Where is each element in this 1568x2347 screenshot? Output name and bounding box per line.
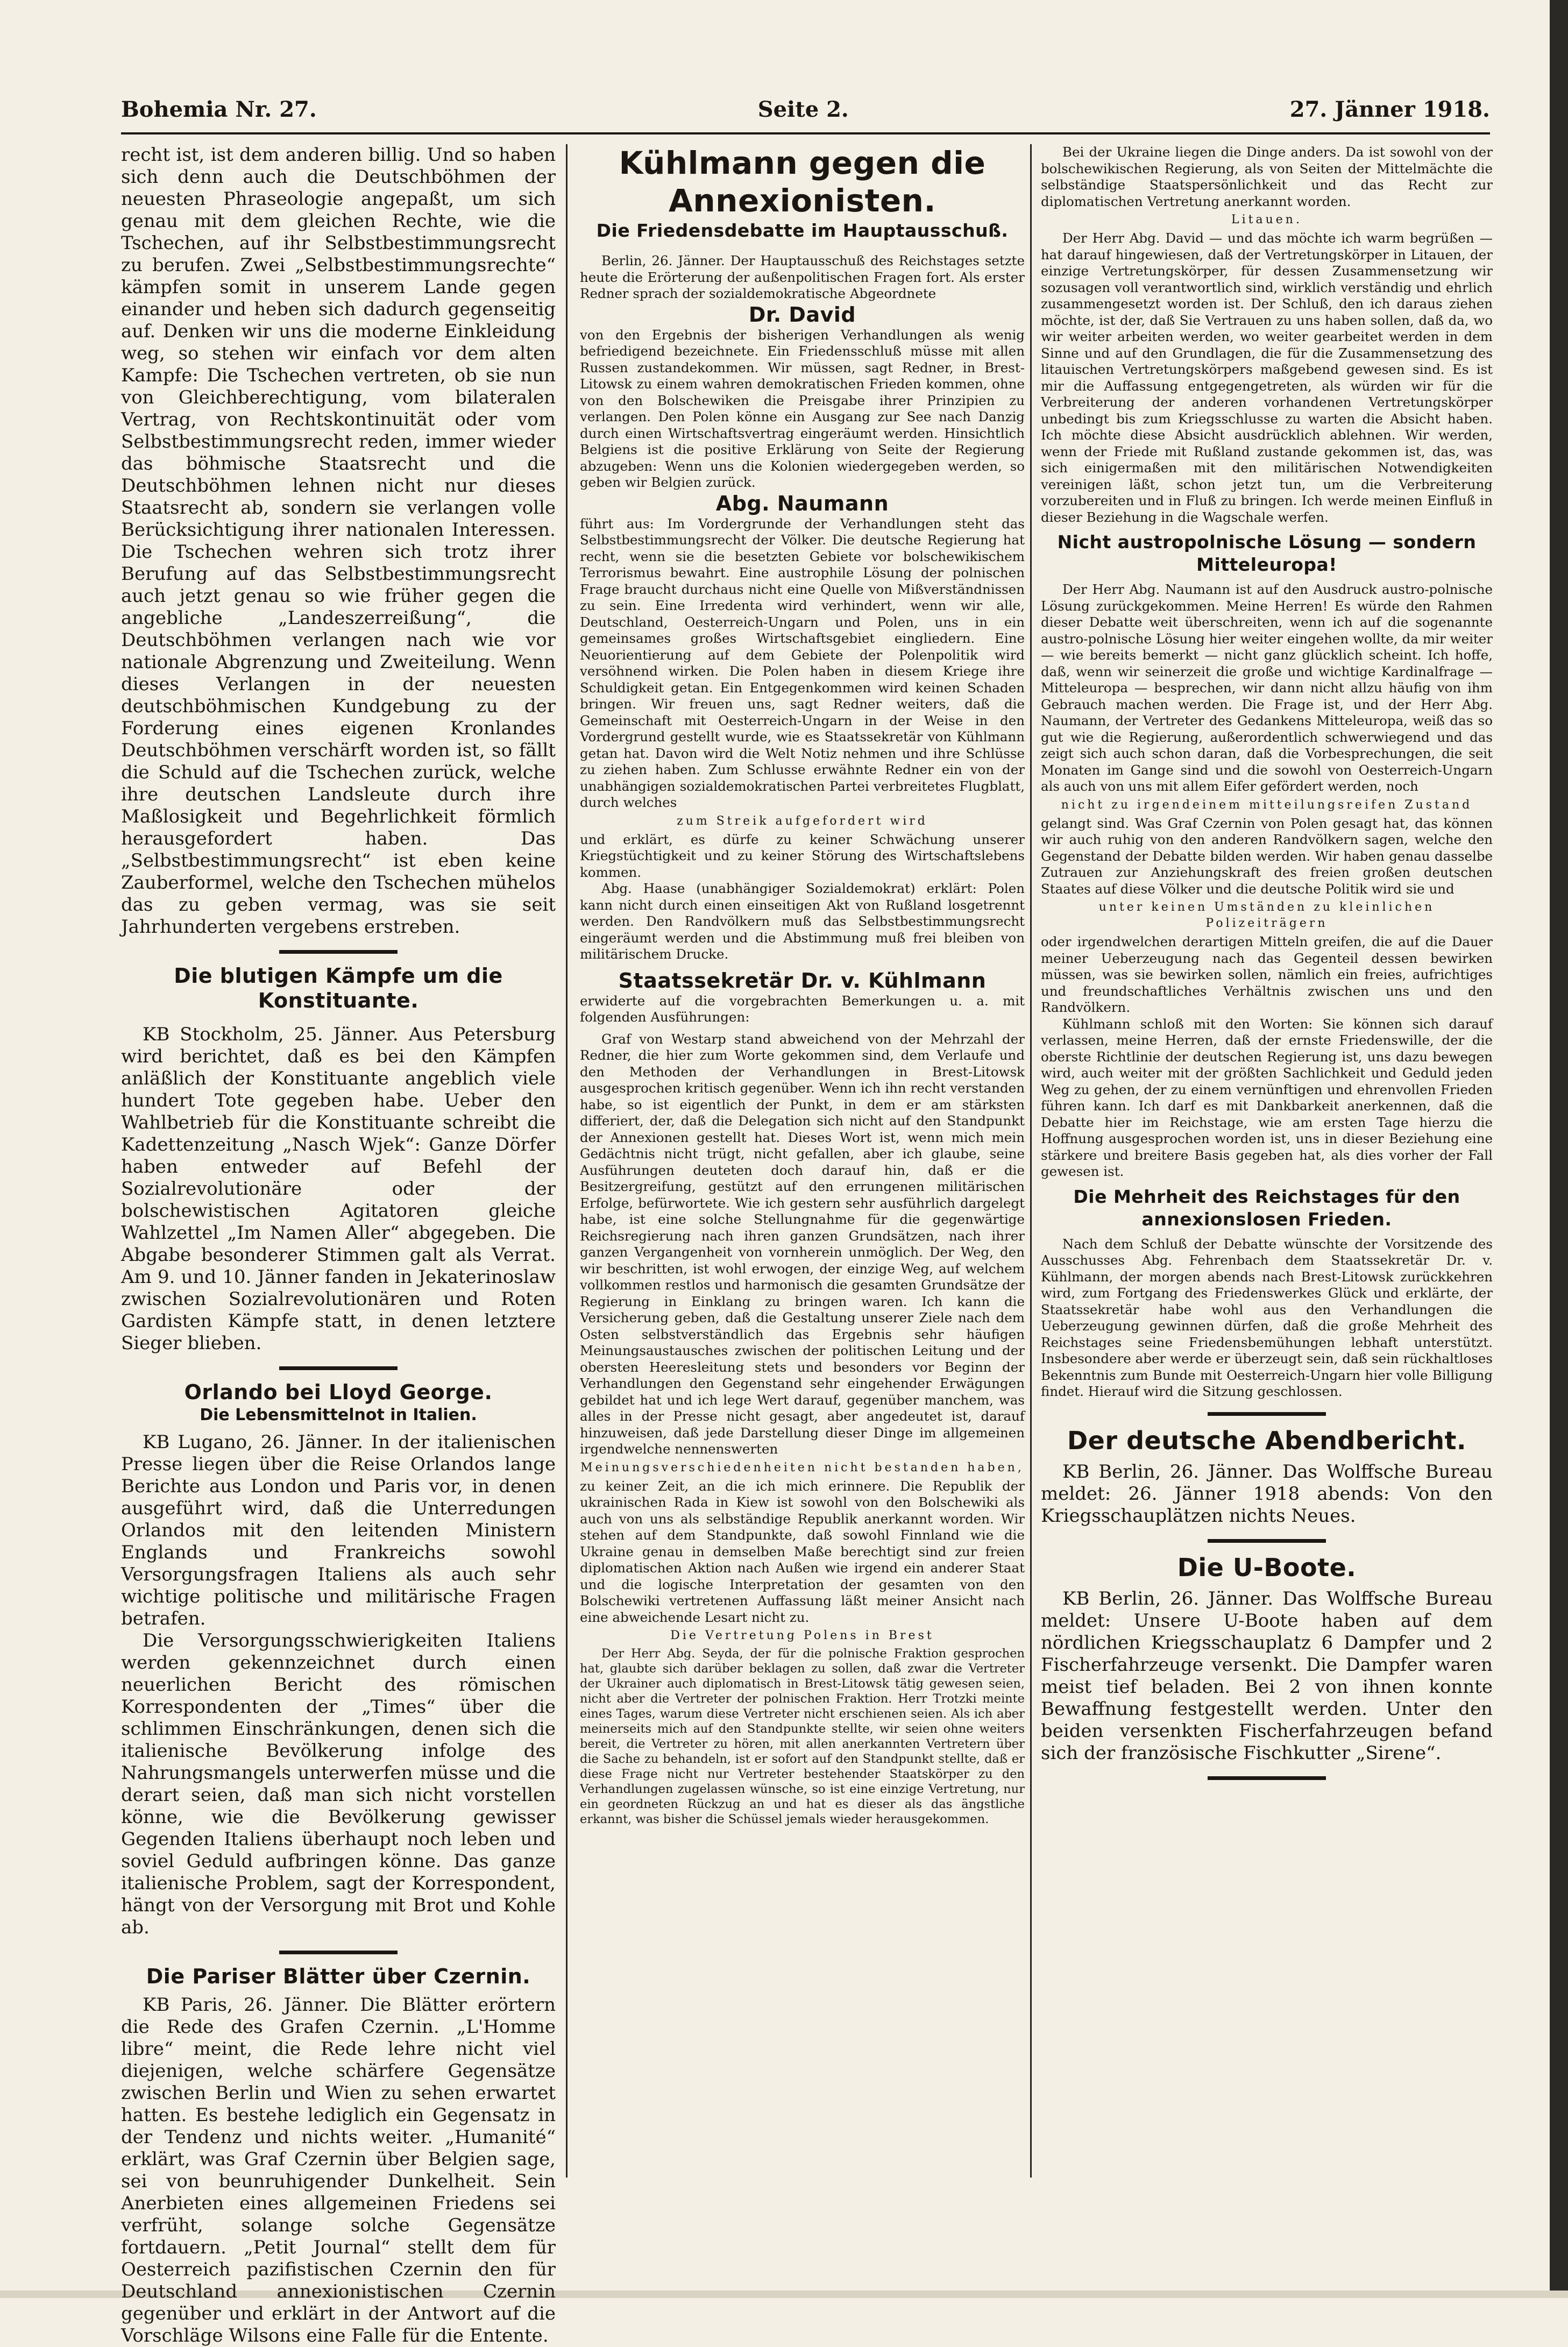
article-text: KB Lugano, 26. Jänner. In der italienischen Presse liegen über die Reise Orlandos lange Berichte aus London und Paris vor, in denen ausgeführt wird, daß die Unterredungen Orlandos mit den leitenden Ministern Englands und Frankreichs sowohl Versorgungsfragen Italiens als auch sehr wichtige politische und militärische Fragen betrafen. (121, 1431, 556, 1629)
section-subheading: Die Vertretung Polens in Brest (670, 1629, 934, 1642)
article-text: Kühlmann schloß mit den Worten: Sie können sich darauf verlassen, meine Herren, daß der ernste Friedenswille, der die oberste Richtlinie der deutschen Regierung ist, uns dazu bewegen wird, auch weiter mit der größten Sachlichkeit und Geduld jeden Weg zu gehen, der zu einem vernünftigen und ehrenvollen Frieden führen kann. Ich darf es mit Dankbarkeit anerkennen, daß die Debatte hier im Reichstage, wie am ersten Tage hierzu die Hoffnung ausgesprochen worden ist, uns in dieser Beziehung eine stärkere und breitere Basis gegeben hat, als dies vorher der Fall gewesen ist. (1041, 1016, 1493, 1179)
spaced-emphasis: unter keinen Umständen zu kleinlichen Polizeiträgern (1098, 900, 1435, 930)
article-text: erwiderte auf die vorgebrachten Bemerkungen u. a. mit folgenden Ausführungen: (580, 992, 1025, 1025)
article-text: führt aus: Im Vordergrunde der Verhandlungen steht das Selbstbestimmungsrecht der Völker. Die deutsche Regierung hat recht, wenn sie die besetzten Gebiete vor bolschewikischem Terrorismus bewahrt. Eine austrophile Lösung der polnischen Frage braucht durchaus nicht eine Quelle von Mißverständnissen zu sein. Eine Irredenta wird verhindert, wenn wir alle, Deutschland, Oesterreich-Ungarn und Polen, uns in ein gemeinsames großes Wirtschaftsgebiet eingliedern. Eine Neuorientierung auf dem Gebiete der Polenpolitik wird versöhnend wirken. Die Polen haben in diesem Kriege ihre Schuldigkeit getan. Ein Entgegenkommen wird keinen Schaden bringen. Wir freuen uns, sagt Redner weiters, daß die Gemeinschaft mit Oesterreich-Ungarn in der Weise in den Vordergrund gestellt wurde, wie es Staatssekretär von Kühlmann getan hat. Davon wird die Welt Notiz nehmen und ihre Schlüsse zu ziehen haben. Zum Schlusse erwähnte Redner ein von der unabhängigen sozialdemokratischen Partei verbreitetes Flugblatt, durch welches (580, 515, 1025, 810)
article-text: KB Berlin, 26. Jänner. Das Wolffsche Bureau meldet: Unsere U-Boote haben auf dem nördlichen Kriegsschauplatz 6 Dampfer und 2 Fischerfahrzeuge versenkt. Die Dampfer waren meist tief beladen. Bei 2 von ihnen konnte Bewaffnung festgestellt werden. Unter den beiden versenkten Fischerfahrzeugen befand sich der französische Fischkutter „Sirene“. (1041, 1587, 1493, 1764)
article-text: zu keiner Zeit, an die ich mich erinnere. Die Republik der ukrainischen Rada in Kiew ist sowohl von den Bolschewiki als auch von uns als selbständige Republik anerkannt worden. Wir stehen auf dem Standpunkte, daß sowohl Finnland wie die Ukraine genau in demselben Maße berechtigt sind zur freien diplomatischen Aktion nach Außen wie irgend ein anderer Staat und die logische Interpretation der gesamten von den Bolschewiki vertretenen Auffassung läßt meiner Ansicht nach eine abweichende Lesart nicht zu. (580, 1478, 1025, 1625)
headline-mitteleuropa: Nicht austropolnische Lösung — sondern Mitteleuropa! (1057, 531, 1477, 575)
article-text: Graf von Westarp stand abweichend von der Mehrzahl der Redner, die hier zum Worte gekommen sind, dem Verlaufe und den Methoden der Verhandlungen in Brest-Litowsk ausgesprochen kritisch gegenüber. Wenn ich ihn recht verstanden habe, so ist eigentlich der Punkt, in dem er am stärksten differiert, der, daß die Delegation sich nicht auf den Standpunkt der Annexionen gestellt hat. Dieses Wort ist, wenn mich mein Gedächtnis nicht trügt, nicht gefallen, aber ich glaube, seine Ausführungen deuteten doch darauf hin, daß er die Besitzergreifung, gestützt auf den errungenen militärischen Erfolge, befürwortete. Wie ich gestern sehr ausführlich dargelegt habe, ist eine solche Stellungnahme für die gegenwärtige Reichsregierung nach ihren ganzen Grundsätzen, nach ihrer ganzen Vergangenheit von vornherein unmöglich. Der Weg, den wir beschritten, ist wohl erwogen, der einzige Weg, auf welchem vollkommen restlos und harmonisch die gesamten Grundsätze der Regierung in Einklang zu bringen waren. Ich kann die Versicherung geben, daß die Gestaltung unserer Ziele nach dem Osten selbstverständlich das Ergebnis sehr häufigen Meinungsaustausches zwischen der politischen Leitung und der obersten Heeresleitung stets und besonders vor Beginn der Verhandlungen den Gegenstand sehr eingehender Erwägungen gebildet hat und ich lege Wert darauf, gegenüber manchem, was alles in der Presse nicht gesagt, aber angedeutet ist, darauf hinzuweisen, daß jede Darstellung dieser Dinge im allgemeinen irgendwelche nennenswerten (580, 1031, 1025, 1457)
spaced-emphasis: nicht zu irgendeinem mitteilungsreifen Zustand (1061, 798, 1473, 812)
article-lead: Berlin, 26. Jänner. Der Hauptausschuß des Reichstages setzte heute die Erörterung der außenpolitischen Fragen fort. Als erster Redner sprach der sozialdemokratische Abgeordnete (580, 253, 1025, 301)
article-text: Der Herr Abg. David — und das möchte ich warm begrüßen — hat darauf hingewiesen, daß der Vertretungskörper in Litauen, der einzige Vertretungskörper, für dessen Zusammensetzung wir sozusagen voll verantwortlich sind, wirklich verständig und ehrlich zusammengesetzt worden ist. Der Schluß, den ich daraus ziehen möchte, ist der, daß Sie Vertrauen zu uns haben sollen, daß da, wo wir weiter arbeiten werden, wo weiter gearbeitet werden in dem Sinne und auf den Grundlagen, die für die Zusammensetzung des litauischen Vertretungskörpers maßgebend gewesen sind. Es ist mir die Auffassung entgegengetreten, als würden wir für die Verbreiterung der anderen vorhandenen Vertretungskörper unbedingt bis zum Kriegsschlusse zu warten die Absicht haben. Ich möchte diese Absicht ausdrücklich ablehnen. Wir werden, wenn der Friede mit Rußland zustande gekommen ist, das, was sich einigermaßen mit den militärischen Notwendigkeiten vereinigen läßt, schon jetzt tun, um die Verbreiterung vorzubereiten und in Fluß zu bringen. Ich werde meinen Einfluß in dieser Beziehung in die Wagschale werfen. (1041, 230, 1493, 525)
headline-mehrheit: Die Mehrheit des Reichstages für den annexionslosen Frieden. (1073, 1186, 1460, 1230)
article-text: Bei der Ukraine liegen die Dinge anders. Da ist sowohl von der bolschewikischen Regierung, als von Seiten der Mittelmächte die selbständige Staatspersönlichkeit und das Recht zur diplomatischen Vertretung anerkannt worden. (1041, 144, 1493, 209)
article-text: recht ist, ist dem anderen billig. Und so haben sich denn auch die Deutschböhmen der neuesten Phraseologie angepaßt, um sich genau mit dem gleichen Rechte, wie die Tschechen, auf ihr Selbstbestimmungsrecht zu berufen. Zwei „Selbstbestimmungsrechte“ kämpfen somit in unserem Lande gegen einander und heben sich dadurch gegenseitig auf. Denken wir uns die moderne Einkleidung weg, so stehen wir einfach vor dem alten Kampfe: Die Tschechen vertreten, ob sie nun von Gleichberechtigung, vom bilateralen Vertrag, von Rechtskontinuität oder vom Selbstbestimmungsrecht reden, immer wieder das böhmische Staatsrecht und die Deutschböhmen lehnen nicht nur dieses Staatsrecht ab, sondern sie verlangen volle Berücksichtigung ihrer nationalen Interessen. Die Tschechen wehren sich trotz ihrer Berufung auf das Selbstbestimmungsrecht auch jetzt genau so wie früher gegen die angebliche „Landeszerreißung“, die Deutschböhmen verlangen nach wie vor nationale Abgrenzung und Zweiteilung. Wenn dieses Verlangen in der neuesten deutschböhmischen Kundgebung zu der Forderung eines eigenen Kronlandes Deutschböhmen verschärft worden ist, so fällt die Schuld auf die Tschechen zurück, welche ihre deutschen Landsleute durch ihre Maßlosigkeit und Begehrlichkeit förmlich herausgefordert haben. Das „Selbstbestimmungsrecht“ ist eben keine Zauberformel, welche den Tschechen mühelos das zu geben vermag, was sie seit Jahrhunderten vergebens erstreben. (121, 144, 556, 938)
article-text: Die Versorgungsschwierigkeiten Italiens werden gekennzeichnet durch einen neuerlichen Bericht des römischen Korrespondenten der „Times“ über die schlimmen Einschränkungen, denen sich die italienische Bevölkerung infolge des Nahrungsmangels unterwerfen müsse und die derart seien, daß man sich nicht vorstellen könne, wie die Bevölkerung gewisser Gegenden Italiens überhaupt noch leben und soviel Geduld aufbringen könne. Das ganze italienische Problem, sagt der Korrespondent, hängt von der Versorgung mit Brot und Kohle ab. (121, 1630, 556, 1938)
article-text: KB Paris, 26. Jänner. Die Blätter erörtern die Rede des Grafen Czernin. „L'Homme libre“ meint, die Rede lehre nicht viel diejenigen, welche schärfere Gegensätze zwischen Berlin und Wien zu sehen erwartet hatten. Es bestehe lediglich ein Gegensatz in der Tendenz und nichts weiter. „Humanité“ erklärt, was Graf Czernin über Belgien sage, sei von beunruhigender Dunkelheit. Sein Anerbieten eines allgemeinen Friedens sei verfrüht, solange solche Gegensätze fortdauern. „Petit Journal“ stellt dem für Oesterreich pazifistischen Czernin den für Deutschland annexionistischen Czernin gegenüber und erklärt in der Antwort auf die Vorschläge Wilsons eine Falle für die Entente. (121, 1994, 556, 2346)
article-text: Der Herr Abg. Seyda, der für die polnische Fraktion gesprochen hat, glaubte sich darüber beklagen zu sollen, daß zwar die Vertreter der Ukrainer auch diplomatisch in Brest-Litowsk tätig gewesen seien, nicht aber die Vertreter der polnischen Fraktion. Herr Trotzki meinte eines Tages, warum diese Vertreter nicht erschienen seien. Als ich aber meinerseits mich auf den Standpunkte stellte, wir seien ohne weiters bereit, die Vertreter zu hören, mit allen anerkannten Vertretern über die Sache zu behandeln, ist er sofort auf den Standpunkt stellte, daß er diese Frage nicht nur Vertreter bestehender Staatskörper zu den Verhandlungen zugelassen wünsche, so ist eine einzige Vertretung, nur ein geordneten Rückzug an und hat es dieser als das ängstliche erkannt, was bisher die Schüssel jemals wieder herausgekommen. (580, 1647, 1025, 1826)
section-subheading: Litauen. (1231, 213, 1302, 226)
section-divider (1208, 1539, 1326, 1543)
section-divider (279, 1951, 398, 1954)
masthead-rule (121, 132, 1490, 134)
article-text: von den Ergebnis der bisherigen Verhandlungen als wenig befriedigend bezeichnete. Ein Friedensschluß müsse mit allen Russen zustandekommen. Wir müssen, sagt Redner, in Brest-Litowsk zu einem wahren demokratischen Frieden kommen, ohne von den Bolschewiken die Preisgabe ihrer Prinzipien zu verlangen. Den Polen könne ein Ausgang zur See nach Danzig durch einen Wirtschaftsvertrag eingeräumt werden. Hinsichtlich Belgiens ist die positive Erklärung von Seite der Regierung abzugeben: Wenn uns die Kolonien wiedergegeben werden, so geben wir Belgien zurück. (580, 327, 1025, 490)
headline-kuehlmann-main: Kühlmann gegen die Annexionisten. (619, 145, 986, 219)
headline-pariser: Die Pariser Blätter über Czernin. (146, 1965, 531, 1988)
speaker-heading: Abg. Naumann (715, 491, 889, 515)
headline-uboote: Die U-Boote. (1177, 1552, 1357, 1582)
headline-abendbericht: Der deutsche Abendbericht. (1067, 1426, 1466, 1455)
article-text: Der Herr Abg. Naumann ist auf den Ausdruck austro-polnische Lösung zurückgekommen. Meine Herren! Es würde den Rahmen dieser Debatte weit überschreiten, wenn ich auf die sogenannte austro-polnische Lösung hier weiter eingehen wollte, da mir weiter — wie bereits bemerkt — nicht ganz glücklich scheint. Ich hoffe, daß, wenn wir seinerzeit die große und wichtige Kardinalfrage — Mitteleuropa — besprechen, wir dann nicht allzu häufig von ihm Gebrauch machen werden. Die Frage ist, und der Herr Abg. Naumann, der Vertreter des Gedankens Mitteleuropa, weiß das so gut wie die Regierung, außerordentlich schwerwiegend und das zeigt sich auch schon daran, daß die Vorbesprechungen, die seit Monaten im Gange sind und die sowohl von Oesterreich-Ungarn als auch von uns mit allem Eifer gefördert werden, noch (1041, 582, 1493, 794)
article-text: Abg. Haase (unabhängiger Sozialdemokrat) erklärt: Polen kann nicht durch einen einseitigen Akt von Rußland losgetrennt werden. Den Randvölkern muß das Selbstbestimmungsrecht eingeräumt werden und die Abstimmung muß frei bleiben von militärischem Drucke. (580, 881, 1025, 962)
article-text: KB Stockholm, 25. Jänner. Aus Petersburg wird berichtet, daß es bei den Kämpfen anläßlich der Konstituante angeblich viele hundert Tote gegeben habe. Ueber den Wahlbetrieb für die Konstituante schreibt die Kadettenzeitung „Nasch Wjek“: Ganze Dörfer haben entweder auf Befehl der Sozialrevolutionäre oder der bolschewistischen Agitatoren gleiche Wahlzettel „Im Namen Aller“ abgegeben. Die Abgabe besonderer Stimmen galt als Verrat. Am 9. und 10. Jänner fanden in Jekaterinoslaw zwischen Sozialrevolutionären und Roten Gardisten Kämpfe statt, in denen letztere Sieger blieben. (121, 1024, 556, 1354)
column-1 (121, 144, 556, 2346)
section-divider (1208, 1412, 1326, 1416)
article-text: oder irgendwelchen derartigen Mitteln greifen, die auf die Dauer meiner Ueberzeugung nach das Gegenteil dessen bewirken müssen, was sie bewirken sollen, nämlich ein freies, aufrichtiges und freundschaftliches Verhältnis zwischen uns und den Randvölkern. (1041, 934, 1493, 1015)
subheadline-friedensdebatte: Die Friedensdebatte im Hauptausschuß. (596, 220, 1009, 241)
masthead-left: Bohemia Nr. 27. (121, 96, 317, 122)
spaced-emphasis: zum Streik aufgefordert wird (677, 814, 928, 828)
article-text: Nach dem Schluß der Debatte wünschte der Vorsitzende des Ausschusses Abg. Fehrenbach dem Staatssekretär Dr. v. Kühlmann, der morgen abends nach Brest-Litowsk zurückkehren wird, zum Fortgang des Friedenswerkes Glück und erklärte, der Staatssekretär habe wohl aus den Verhandlungen die Ueberzeugung gewinnen dürfen, daß die große Mehrheit des Reichstages seine Friedensbemühungen lebhaft unterstützt. Insbesondere aber werde er überzeugt sein, daß sein rückhaltloses Bekenntnis zum Bunde mit Oesterreich-Ungarn hier volle Billigung findet. Hierauf wird die Sitzung geschlossen. (1041, 1236, 1493, 1399)
section-divider (1208, 1776, 1326, 1780)
speaker-heading: Dr. David (748, 302, 856, 327)
section-divider (279, 1366, 398, 1370)
spaced-emphasis: Meinungsverschiedenheiten nicht bestanden haben, (580, 1460, 1024, 1474)
masthead-date: 27. Jänner 1918. (1289, 96, 1490, 122)
article-text: KB Berlin, 26. Jänner. Das Wolffsche Bureau meldet: 26. Jänner 1918 abends: Von den Kriegsschauplätzen nichts Neues. (1041, 1460, 1493, 1527)
article-text: und erklärt, es dürfe zu keiner Schwächung unserer Kriegstüchtigkeit und zu keiner Störung des Wirtschaftslebens kommen. (580, 831, 1025, 880)
masthead-page-number: Seite 2. (757, 96, 849, 122)
subheadline-orlando: Die Lebensmittelnot in Italien. (200, 1406, 477, 1424)
column-3 (1041, 144, 1493, 2221)
masthead (121, 90, 1490, 128)
speaker-heading: Staatssekretär Dr. v. Kühlmann (618, 968, 987, 992)
section-divider (279, 950, 398, 954)
column-rule (566, 144, 567, 2178)
headline-konstituante: Die blutigen Kämpfe um die Konstituante. (174, 964, 503, 1012)
page-edge (1550, 0, 1568, 2298)
headline-orlando: Orlando bei Lloyd George. (184, 1380, 493, 1404)
column-rule (1030, 144, 1032, 2178)
column-2 (580, 144, 1025, 2221)
article-text: gelangt sind. Was Graf Czernin von Polen gesagt hat, das können wir auch ruhig von den anderen Randvölkern sagen, welche den Gegenstand der Debatte bilden werden. Wir haben genau dasselbe Zutrauen zur Anziehungskraft des freien großen deutschen Staates auf diese Völker und die deutsche Politik wird sie und (1041, 815, 1493, 897)
